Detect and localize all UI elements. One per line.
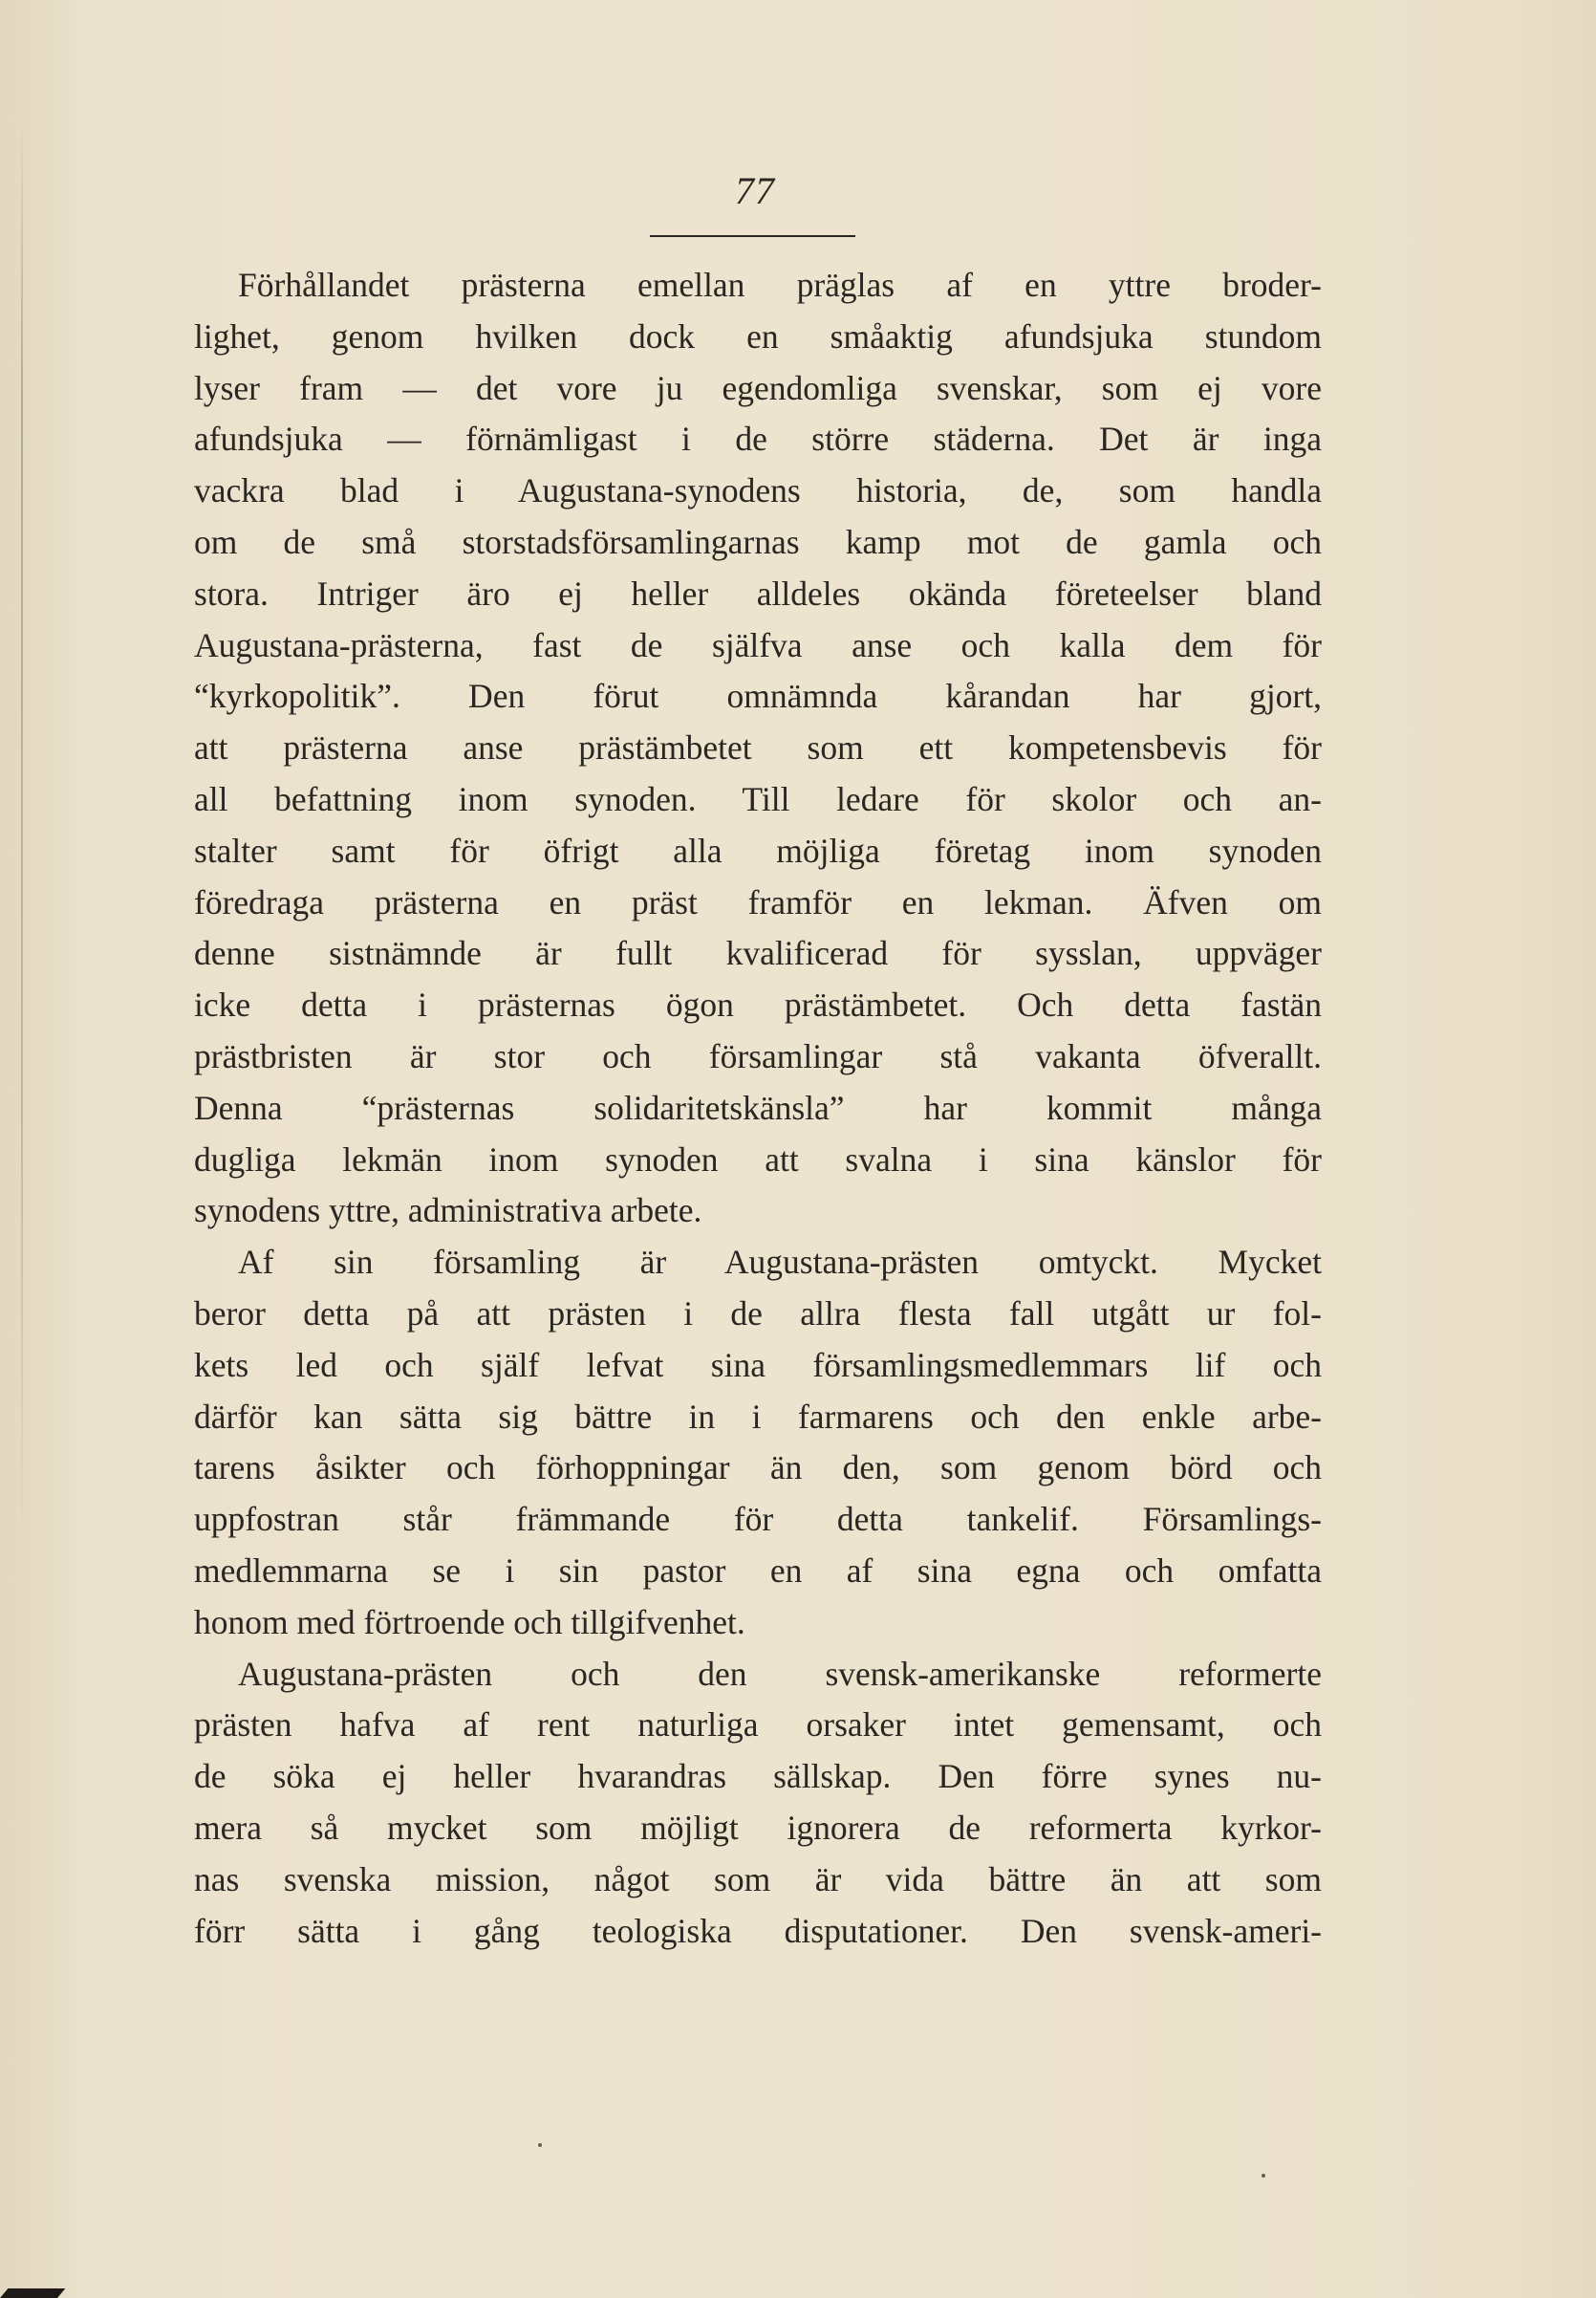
text-line: dugliga lekmän inom synoden att svalna i sina känslor för [194, 1139, 1322, 1179]
page-number-rule [650, 235, 855, 237]
text-line: lyser fram — det vore ju egendomliga svenskar, som ej vore [194, 368, 1322, 407]
paper-speck [1262, 2174, 1265, 2178]
text-line: mera så mycket som möjligt ignorera de reformerta kyrkor- [194, 1808, 1322, 1847]
text-line: att prästerna anse prästämbetet som ett kompetensbevis för [194, 728, 1322, 768]
text-line: prästen hafva af rent naturliga orsaker intet gemensamt, och [194, 1705, 1322, 1745]
text-line: förr sätta i gång teologiska disputationer. Den svensk-ameri- [194, 1911, 1322, 1950]
text-line: honom med förtroende och tillgifvenhet. [194, 1602, 745, 1641]
text-line: denne sistnämnde är fullt kvalificerad för sysslan, uppväger [194, 934, 1322, 973]
text-line: tarens åsikter och förhoppningar än den, som genom börd och [194, 1448, 1322, 1487]
text-line: afundsjuka — förnämligast i de större städerna. Det är inga [194, 420, 1322, 459]
text-line: Augustana-prästerna, fast de själfva anse och kalla dem för [194, 625, 1322, 664]
text-line: synodens yttre, administrativa arbete. [194, 1191, 702, 1230]
text-line: beror detta på att prästen i de allra flesta fall utgått ur fol- [194, 1293, 1322, 1333]
text-line: Af sin församling är Augustana-prästen omtyckt. Mycket [238, 1243, 1322, 1282]
text-line: stora. Intriger äro ej heller alldeles okända företeelser bland [194, 574, 1322, 613]
text-line: “kyrkopolitik”. Den förut omnämnda kårandan har gjort, [194, 677, 1322, 716]
text-line: Augustana-prästen och den svensk-amerikanske reformerte [238, 1654, 1322, 1693]
text-line: om de små storstadsförsamlingarnas kamp mot de gamla och [194, 522, 1322, 561]
text-line: icke detta i prästernas ögon prästämbetet. Och detta fastän [194, 986, 1322, 1025]
text-line: lighet, genom hvilken dock en småaktig afundsjuka stundom [194, 316, 1322, 356]
text-line: de söka ej heller hvarandras sällskap. Den förre synes nu- [194, 1757, 1322, 1796]
text-line: Förhållandet prästerna emellan präglas af en yttre broder- [238, 266, 1322, 304]
text-line: prästbristen är stor och församlingar stå vakanta öfverallt. [194, 1036, 1322, 1075]
text-line: föredraga prästerna en präst framför en lekman. Äfven om [194, 882, 1322, 921]
text-line: vackra blad i Augustana-synodens historia, de, som handla [194, 471, 1322, 510]
text-line: medlemmarna se i sin pastor en af sina egna och omfatta [194, 1550, 1322, 1590]
text-line: uppfostran står främmande för detta tankelif. Församlings- [194, 1500, 1322, 1539]
text-line: kets led och själf lefvat sina församlingsmedlemmars lif och [194, 1345, 1322, 1384]
text-line: nas svenska mission, något som är vida bättre än att som [194, 1859, 1322, 1898]
corner-mark [0, 2288, 65, 2298]
paper-speck [538, 2143, 542, 2147]
text-line: stalter samt för öfrigt alla möjliga företag inom synoden [194, 831, 1322, 870]
text-line: all befattning inom synoden. Till ledare för skolor och an- [194, 779, 1322, 818]
text-line: därför kan sätta sig bättre in i farmarens och den enkle arbe- [194, 1397, 1322, 1436]
text-line: Denna “prästernas solidaritetskänsla” har kommit många [194, 1088, 1322, 1127]
binding-edge [21, 115, 23, 1549]
body-text [194, 260, 1322, 1957]
page-number: 77 [735, 169, 775, 212]
